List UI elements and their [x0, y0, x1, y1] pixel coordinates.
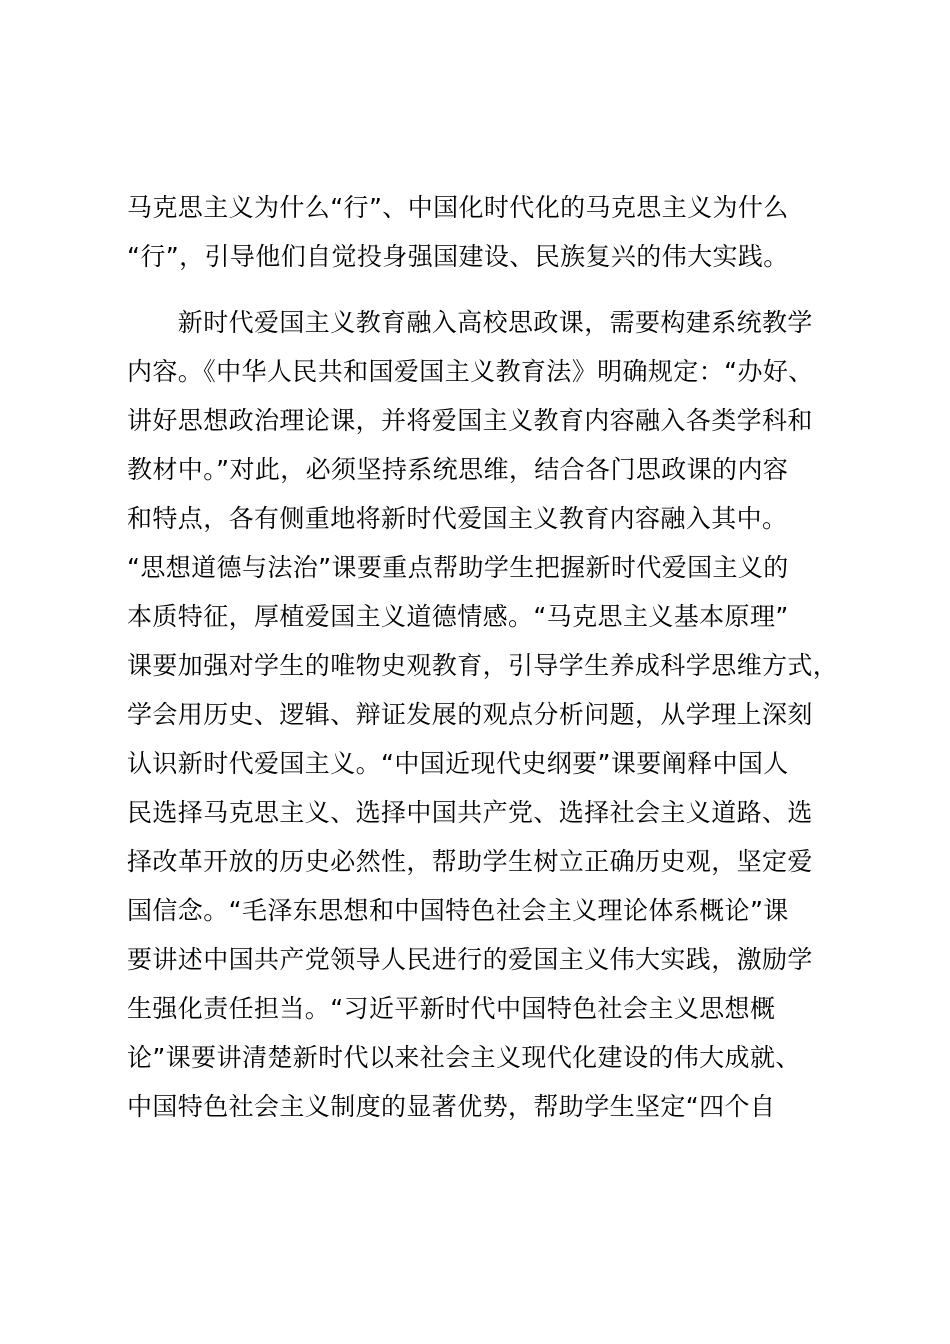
- text-line: “行”，引导他们自觉投身强国建设、民族复兴的伟大实践。: [127, 242, 789, 271]
- text-line: 要讲述中国共产党领导人民进行的爱国主义伟大实践，激励学: [127, 945, 813, 974]
- text-line: 中国特色社会主义制度的显著优势，帮助学生坚定“四个自: [127, 1092, 776, 1121]
- text-line: “思想道德与法治”课要重点帮助学生把握新时代爱国主义的: [127, 553, 789, 582]
- text-line: 民选择马克思主义、选择中国共产党、选择社会主义道路、选: [127, 798, 813, 827]
- text-line: 认识新时代爱国主义。“中国近现代史纲要”课要阐释中国人: [127, 749, 789, 778]
- text-line: 课要加强对学生的唯物史观教育，引导学生养成科学思维方式，: [127, 651, 839, 680]
- paragraph-1: [127, 183, 847, 281]
- text-line: 马克思主义为什么“行”、中国化时代化的马克思主义为什么: [127, 193, 789, 222]
- text-line: 论”课要讲清楚新时代以来社会主义现代化建设的伟大成就、: [127, 1043, 801, 1072]
- text-line: 新时代爱国主义教育融入高校思政课，需要构建系统教学: [127, 308, 813, 337]
- text-line: 讲好思想政治理论课，并将爱国主义教育内容融入各类学科和: [127, 406, 813, 435]
- text-line: 学会用历史、逻辑、辩证发展的观点分析问题，从学理上深刻: [127, 700, 813, 729]
- text-line: 教材中。”对此，必须坚持系统思维，结合各门思政课的内容: [127, 455, 789, 484]
- text-line: 择改革开放的历史必然性，帮助学生树立正确历史观，坚定爱: [127, 847, 813, 876]
- paragraph-2: [127, 298, 847, 1131]
- text-line: 生强化责任担当。“习近平新时代中国特色社会主义思想概: [127, 994, 776, 1023]
- text-line: 内容。《中华人民共和国爱国主义教育法》明确规定：“办好、: [127, 357, 814, 386]
- text-line: 和特点，各有侧重地将新时代爱国主义教育内容融入其中。: [127, 504, 788, 533]
- text-line: 国信念。“毛泽东思想和中国特色社会主义理论体系概论”课: [127, 896, 789, 925]
- text-line: 本质特征，厚植爱国主义道德情感。“马克思主义基本原理”: [127, 602, 789, 631]
